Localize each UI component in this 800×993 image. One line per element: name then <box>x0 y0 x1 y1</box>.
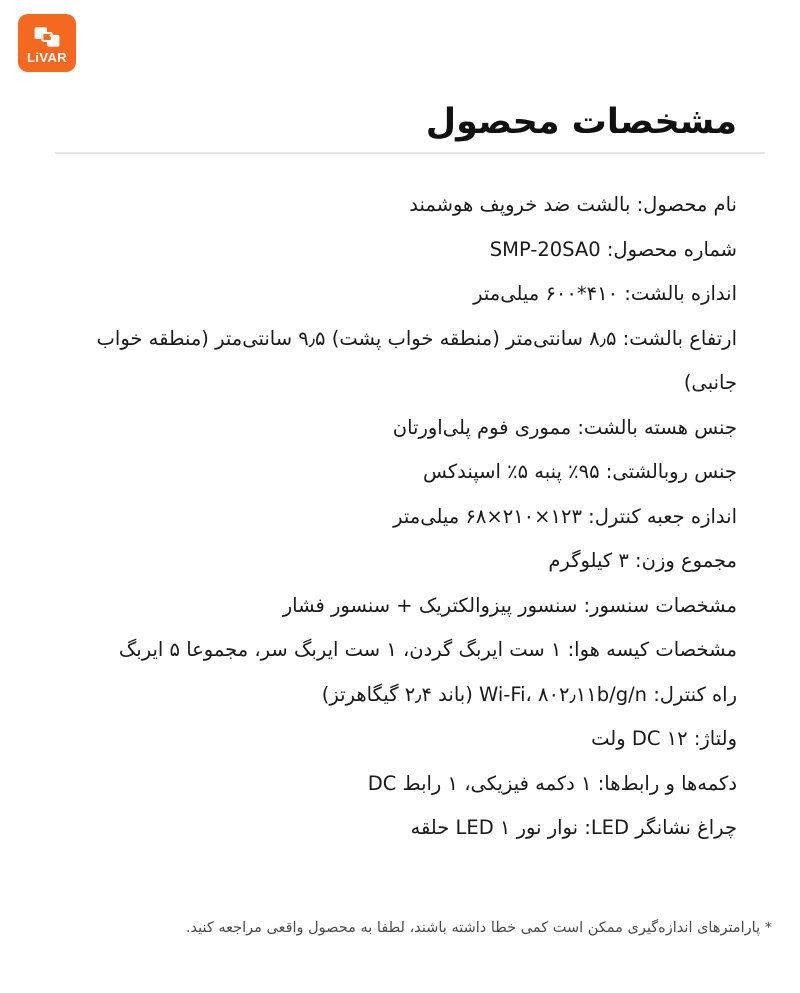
spec-line: راه کنترل: Wi-Fi، ۸۰۲٫۱۱b/g/n (باند ۲٫۴ گیگاهرتز) <box>321 682 737 706</box>
spec-line: مجموع وزن: ۳ کیلوگرم <box>548 549 737 572</box>
spec-line: مشخصات سنسور: سنسور پیزوالکتریک + سنسور فشار <box>282 593 737 617</box>
spec-line: چراغ نشانگر LED: نوار نور LED ۱ حلقه <box>410 816 737 839</box>
spec-line: نام محصول: بالشت ضد خروپف هوشمند <box>409 193 737 216</box>
spec-line: ولتاژ: DC ۱۲ ولت <box>591 727 737 750</box>
overlapping-squares-icon <box>34 25 60 49</box>
spec-line: اندازه جعبه کنترل: ۱۲۳×۲۱۰×۶۸ میلی‌متر <box>393 504 737 528</box>
page-title: مشخصات محصول <box>425 102 737 143</box>
spec-line: دکمه‌ها و رابط‌ها: ۱ دکمه فیزیکی، ۱ رابط DC <box>367 771 737 795</box>
measurement-disclaimer: * پارامترهای اندازه‌گیری ممکن است کمی خطا داشته باشند، لطفا به محصول واقعی مراجعه کنید. <box>185 920 772 937</box>
header-divider <box>55 152 765 154</box>
spec-line: جنس روبالشتی: ۹۵٪ پنبه ۵٪ اسپندکس <box>423 460 737 483</box>
product-specification-list <box>62 183 737 851</box>
brand-logo <box>18 14 76 72</box>
spec-line: اندازه بالشت: ۴۱۰*۶۰۰ میلی‌متر <box>473 282 737 305</box>
spec-line: شماره محصول: SMP-20SA0 <box>489 237 737 261</box>
brand-wordmark: LiVAR <box>26 50 68 65</box>
spec-line: مشخصات کیسه هوا: ۱ ست ایربگ گردن، ۱ ست ایربگ سر، مجموعا ۵ ایربگ <box>118 638 737 661</box>
spec-line: جنس هسته بالشت: مموری فوم پلی‌اورتان <box>392 415 737 439</box>
spec-line: ارتفاع بالشت: ۸٫۵ سانتی‌متر (منطقه خواب پشت) ۹٫۵ سانتی‌متر (منطقه خواب جانبی) <box>96 326 737 394</box>
